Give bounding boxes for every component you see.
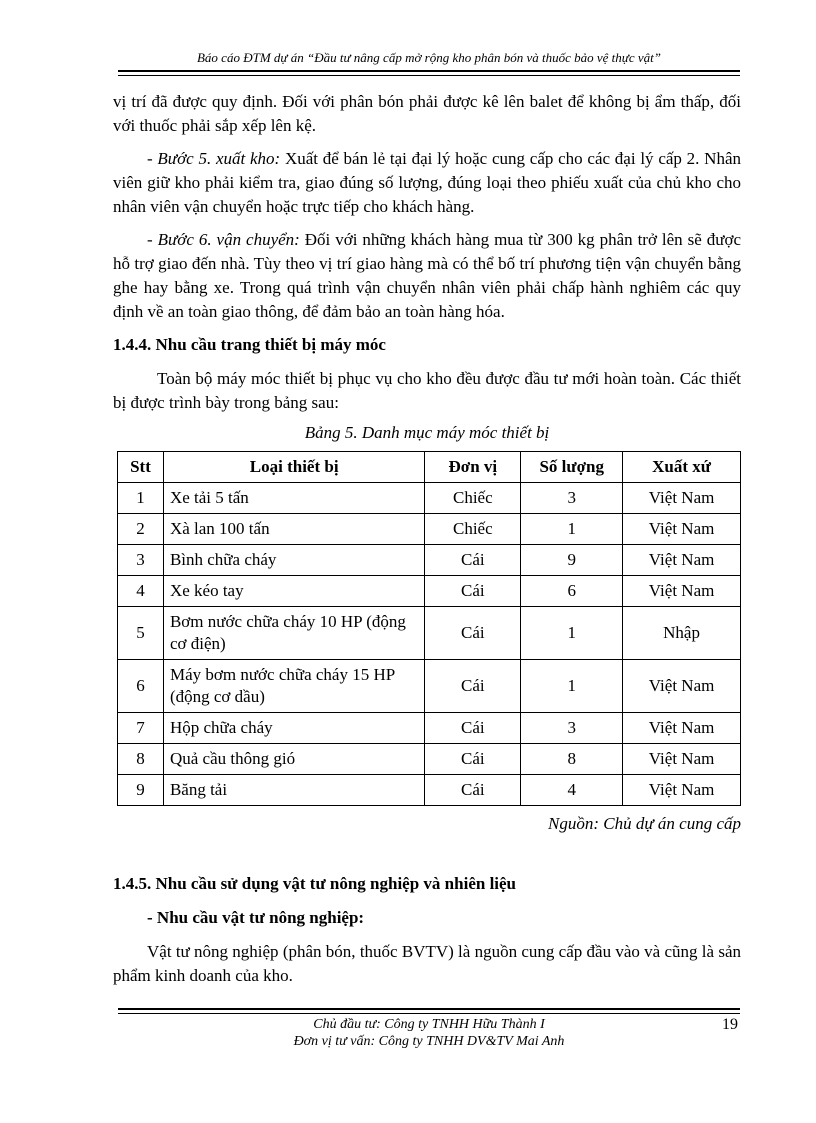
- footer-rule: [118, 1008, 740, 1014]
- header-stt: Stt: [118, 452, 164, 483]
- table-row: [118, 483, 741, 514]
- table-row: [118, 713, 741, 744]
- header-quantity: Số lượng: [521, 452, 623, 483]
- cell-origin: Việt Nam: [623, 775, 741, 806]
- cell-stt: 7: [118, 713, 164, 744]
- cell-unit: Cái: [425, 607, 521, 660]
- paragraph-equipment-intro: Toàn bộ máy móc thiết bị phục vụ cho kho đều được đầu tư mới hoàn toàn. Các thiết bị được trình bày trong bảng sau:: [113, 369, 741, 412]
- cell-equipment: Băng tải: [163, 775, 424, 806]
- cell-unit: Cái: [425, 713, 521, 744]
- cell-quantity: 1: [521, 514, 623, 545]
- cell-quantity: 4: [521, 775, 623, 806]
- page-number: 19: [722, 1016, 738, 1033]
- footer-consultant: Đơn vị tư vấn: Công ty TNHH DV&TV Mai Anh: [293, 1034, 565, 1049]
- cell-unit: Cái: [425, 576, 521, 607]
- table-row: [118, 514, 741, 545]
- cell-unit: Chiếc: [425, 514, 521, 545]
- heading-1-4-5: 1.4.5. Nhu cầu sử dụng vật tư nông nghiệp và nhiên liệu: [113, 874, 517, 893]
- cell-unit: Cái: [425, 545, 521, 576]
- table-row: [118, 775, 741, 806]
- cell-origin: Việt Nam: [623, 483, 741, 514]
- cell-stt: 2: [118, 514, 164, 545]
- cell-origin: Việt Nam: [623, 576, 741, 607]
- cell-stt: 6: [118, 660, 164, 713]
- step-6-text: Đối với những khách hàng mua từ 300 kg phân trở lên sẽ được hỗ trợ giao đến nhà. Tùy theo vị trí giao hàng mà có thể bố trí phương tiện vận chuyển bằng ghe hay bằng xe. Trong quá trình vận chuyển nhân viên phải chấp hành nghiêm các quy định về an toàn giao thông, để đảm bảo an toàn hàng hóa.: [113, 230, 741, 321]
- table-row: [118, 576, 741, 607]
- cell-origin: Việt Nam: [623, 514, 741, 545]
- table-source: Nguồn: Chủ dự án cung cấp: [548, 814, 741, 833]
- cell-stt: 3: [118, 545, 164, 576]
- cell-equipment: Hộp chữa cháy: [163, 713, 424, 744]
- cell-equipment: Bơm nước chữa cháy 10 HP (động cơ điện): [163, 607, 424, 660]
- paragraph-storage: vị trí đã được quy định. Đối với phân bón phải được kê lên balet để không bị ẩm thấp, đối với thuốc phải sắp xếp lên kệ.: [113, 92, 741, 135]
- cell-quantity: 1: [521, 660, 623, 713]
- cell-unit: Chiếc: [425, 483, 521, 514]
- cell-quantity: 3: [521, 483, 623, 514]
- cell-equipment: Bình chữa cháy: [163, 545, 424, 576]
- cell-quantity: 1: [521, 607, 623, 660]
- footer: [118, 1016, 740, 1050]
- heading-1-4-4: 1.4.4. Nhu cầu trang thiết bị máy móc: [113, 335, 386, 354]
- cell-equipment: Xà lan 100 tấn: [163, 514, 424, 545]
- cell-quantity: 9: [521, 545, 623, 576]
- cell-equipment: Máy bơm nước chữa cháy 15 HP (động cơ dầu): [163, 660, 424, 713]
- table-row: [118, 607, 741, 660]
- table-row: [118, 744, 741, 775]
- table-row: [118, 545, 741, 576]
- cell-quantity: 8: [521, 744, 623, 775]
- step-5-label: - Bước 5. xuất kho:: [147, 149, 281, 168]
- equipment-table: [117, 451, 741, 806]
- header-unit: Đơn vị: [425, 452, 521, 483]
- subheading-agri-materials: - Nhu cầu vật tư nông nghiệp:: [147, 908, 365, 927]
- cell-origin: Việt Nam: [623, 660, 741, 713]
- cell-unit: Cái: [425, 744, 521, 775]
- footer-investor: Chủ đầu tư: Công ty TNHH Hữu Thành I: [313, 1017, 545, 1032]
- cell-stt: 8: [118, 744, 164, 775]
- paragraph-agri-materials: Vật tư nông nghiệp (phân bón, thuốc BVTV) là nguồn cung cấp đầu vào và cũng là sản phẩm kinh doanh của kho.: [113, 942, 741, 985]
- cell-unit: Cái: [425, 660, 521, 713]
- cell-origin: Nhập: [623, 607, 741, 660]
- paragraph-step-5: [113, 147, 741, 219]
- cell-origin: Việt Nam: [623, 744, 741, 775]
- header-equipment-type: Loại thiết bị: [163, 452, 424, 483]
- cell-origin: Việt Nam: [623, 713, 741, 744]
- step-5-text: Xuất để bán lẻ tại đại lý hoặc cung cấp cho các đại lý cấp 2. Nhân viên giữ kho phải kiểm tra, giao đúng số lượng, đúng loại theo phiếu xuất của chủ kho cho nhân viên vận chuyển hoặc trực tiếp cho khách hàng.: [113, 149, 741, 216]
- header-origin: Xuất xứ: [623, 452, 741, 483]
- cell-quantity: 3: [521, 713, 623, 744]
- cell-stt: 5: [118, 607, 164, 660]
- cell-quantity: 6: [521, 576, 623, 607]
- cell-stt: 1: [118, 483, 164, 514]
- cell-stt: 9: [118, 775, 164, 806]
- cell-equipment: Xe tải 5 tấn: [163, 483, 424, 514]
- cell-equipment: Quả cầu thông gió: [163, 744, 424, 775]
- table-row: [118, 660, 741, 713]
- cell-stt: 4: [118, 576, 164, 607]
- cell-origin: Việt Nam: [623, 545, 741, 576]
- cell-unit: Cái: [425, 775, 521, 806]
- paragraph-step-6: [113, 228, 741, 324]
- cell-equipment: Xe kéo tay: [163, 576, 424, 607]
- table-caption: Bảng 5. Danh mục máy móc thiết bị: [304, 423, 550, 442]
- step-6-label: - Bước 6. vận chuyển:: [147, 230, 300, 249]
- document-body: [113, 90, 741, 988]
- header-rule: [118, 70, 740, 76]
- page-header: Báo cáo ĐTM dự án “Đầu tư nâng cấp mở rộng kho phân bón và thuốc bảo vệ thực vật”: [196, 50, 662, 65]
- table-header-row: [118, 452, 741, 483]
